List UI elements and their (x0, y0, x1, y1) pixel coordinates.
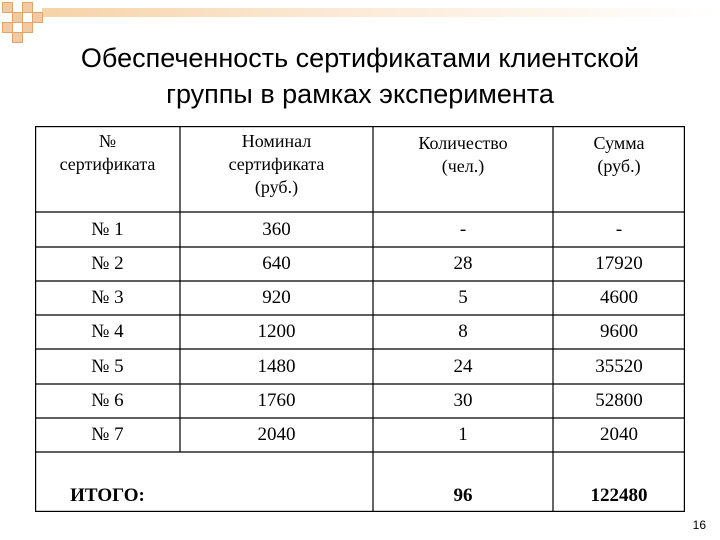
cell-nominal: 640 (262, 253, 291, 274)
cell-cert-number: № 2 (91, 253, 124, 274)
header-sum: Сумма (руб.) (593, 133, 645, 176)
cell-cert-number: № 5 (91, 356, 124, 377)
cell-nominal: 360 (262, 219, 291, 240)
page-number: 16 (692, 518, 706, 532)
header-cert-number: № сертификата (59, 131, 156, 174)
page-title (0, 40, 720, 112)
cell-cert-number: № 3 (91, 287, 124, 308)
total-count: 96 (453, 485, 473, 506)
cell-sum: 35520 (595, 356, 643, 377)
cell-sum: 9600 (600, 321, 638, 342)
header-gradient-bar (42, 8, 720, 17)
cell-count: 24 (453, 356, 473, 377)
cell-count: 1 (458, 424, 468, 445)
total-label: ИТОГО: (70, 485, 145, 506)
cell-cert-number: № 4 (91, 321, 124, 342)
cell-count: - (459, 219, 467, 240)
title-line-1: Обеспеченность сертификатами клиентской (80, 43, 640, 73)
cell-sum: - (615, 219, 623, 240)
cell-cert-number: № 1 (91, 219, 124, 240)
cell-count: 8 (458, 321, 468, 342)
cell-nominal: 1200 (257, 321, 296, 342)
cell-nominal: 2040 (257, 424, 296, 445)
cell-nominal: 920 (262, 287, 291, 308)
cell-count: 5 (458, 287, 468, 308)
cell-sum: 4600 (600, 287, 638, 308)
cell-nominal: 1480 (257, 356, 296, 377)
title-line-2: группы в рамках эксперимента (166, 79, 554, 109)
cell-sum: 2040 (600, 424, 638, 445)
cell-count: 30 (453, 390, 473, 411)
cell-sum: 17920 (595, 253, 643, 274)
cell-sum: 52800 (595, 390, 643, 411)
header-nominal: Номинал сертификата (руб.) (228, 131, 325, 197)
cell-count: 28 (453, 253, 473, 274)
header-count: Количество (чел.) (418, 133, 508, 176)
cell-cert-number: № 6 (91, 390, 124, 411)
cell-nominal: 1760 (257, 390, 296, 411)
certificates-table (35, 126, 685, 512)
total-sum: 122480 (590, 485, 648, 506)
cell-cert-number: № 7 (91, 424, 124, 445)
